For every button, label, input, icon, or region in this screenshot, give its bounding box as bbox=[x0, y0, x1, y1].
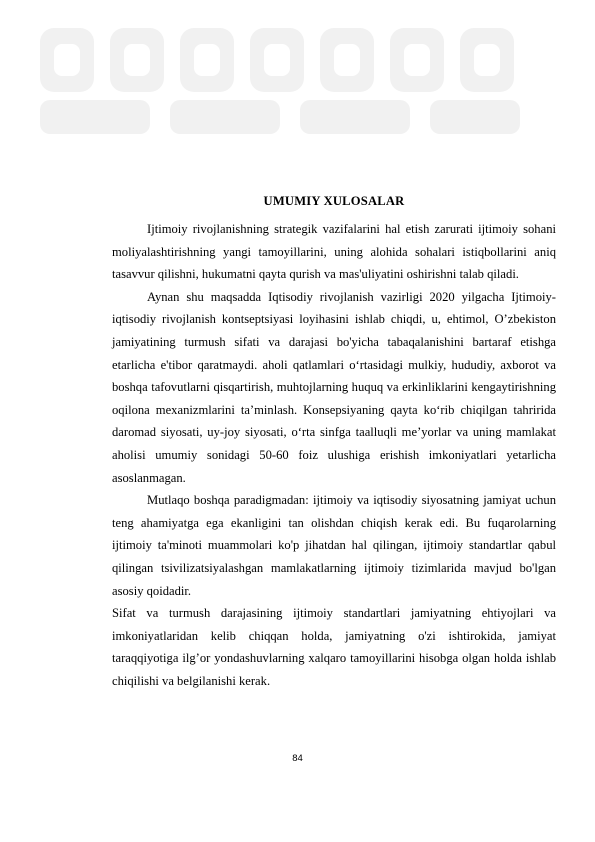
document-page bbox=[112, 193, 556, 692]
paragraph-2: Aynan shu maqsadda Iqtisodiy rivojlanish vazirligi 2020 yilgacha Ijtimoiy-iqtisodiy rivojlanish kontseptsiyasi loyihasini ishlab chiqdi, u, ehtimol, O’zbekiston jamiyatining turmush sifati va darajasi bo'yicha tabaqalanishini bartaraf etishga etarlicha e'tibor qaratmaydi. aholi qatlamlari o‘rtasidagi mulkiy, hududiy, axborot va boshqa tafovutlarni qisqartirish, muhtojlarning huquq va erkinliklarini kengaytirishning oqilona mexanizmlarini ta’minlash. Konsepsiyaning qayta ko‘rib chiqilgan tahririda daromad siyosati, uy-joy siyosati, o‘rta sinfga taalluqli me’yorlar va uning mamlakat aholisi umumiy sonidagi 50-60 foiz ulushiga erishish imkoniyatlari yetarlicha asoslanmagan. bbox=[112, 289, 556, 485]
page-title: UMUMIY XULOSALAR bbox=[263, 194, 405, 208]
paragraph-4: Sifat va turmush darajasining ijtimoiy standartlari jamiyatning ehtiyojlari va imkoniyatlaridan kelib chiqqan holda, jamiyatning o'zi ishtirokida, jamiyat taraqqiyotiga ilg’or yondashuvlarning xalqaro tamoyillarini hisobga olgan holda ishlab chiqilishi va belgilanishi kerak. bbox=[112, 606, 556, 688]
paragraph-1: Ijtimoiy rivojlanishning strategik vazifalarini hal etish zarurati ijtimoiy sohani moliyalashtirishning yangi tamoyillarini, uning alohida sohalari istiqbollarini aniq tasavvur qilishni, hukumatni qayta qurish va mas'uliyatini oshirishni talab qiladi. bbox=[112, 222, 556, 282]
paragraph-3: Mutlaqo boshqa paradigmadan: ijtimoiy va iqtisodiy siyosatning jamiyat uchun teng ahamiyatga ega ekanligini tan olishdan chiqish kerak edi. Bu fuqarolarning ijtimoiy ta'minoti muammolari ko'p jihatdan hal qilingan, ijtimoiy standartlar qabul qilingan tsivilizatsiyalashgan mamlakatlarning ijtimoiy tizimlarida mavjud bo'lgan asosiy qoidadir. bbox=[112, 493, 556, 598]
page-number: 84 bbox=[292, 753, 303, 764]
